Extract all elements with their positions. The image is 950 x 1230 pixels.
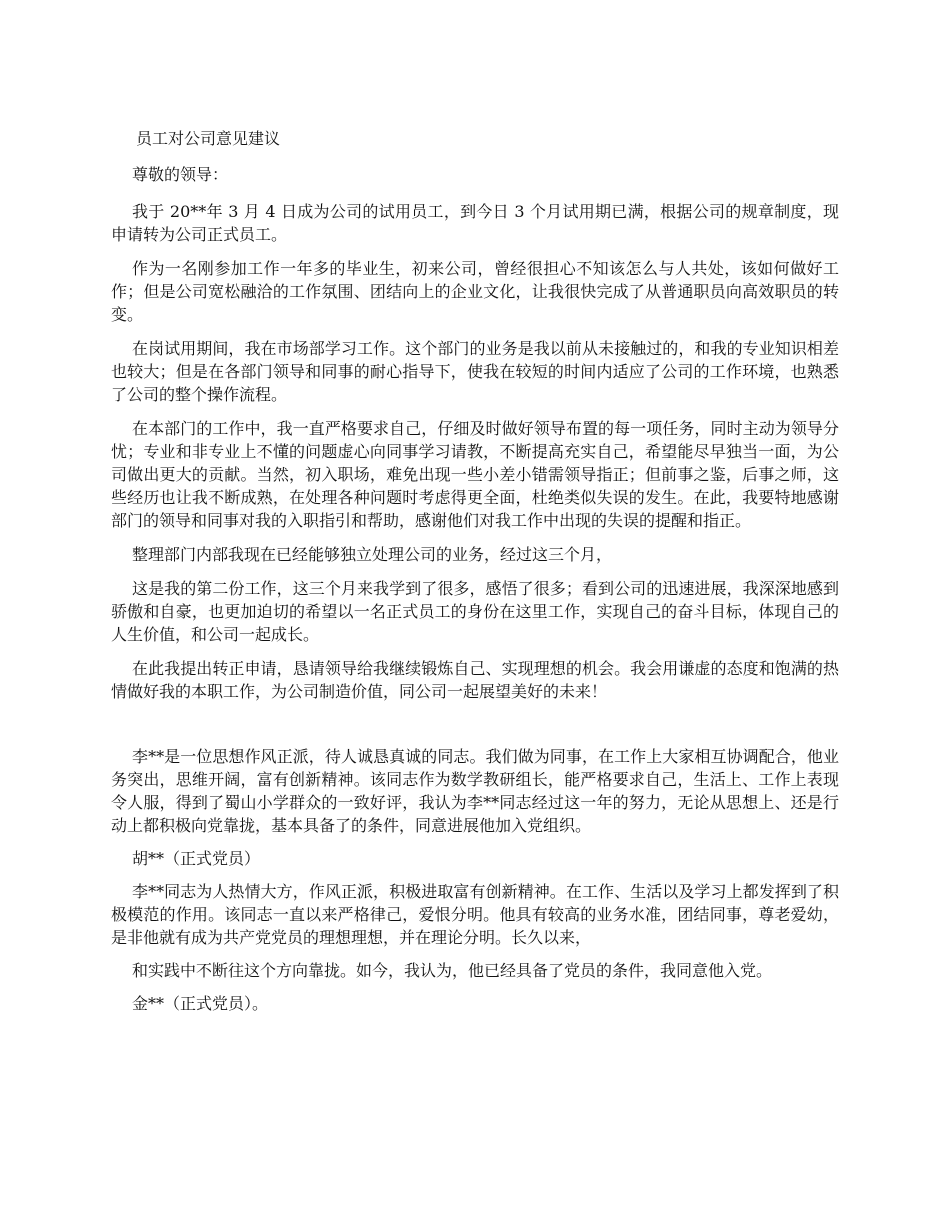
paragraph-7: 在此我提出转正申请，恳请领导给我继续锻炼自己、实现理想的机会。我会用谦虚的态度和饱满的热情做好我的本职工作，为公司制造价值，同公司一起展望美好的未来！ (111, 659, 839, 701)
evaluation-2-continued: 和实践中不断往这个方向靠拢。如今，我认为，他已经具备了党员的条件，我同意他入党。 (132, 961, 773, 980)
signature-2: 金**（正式党员）。 (132, 994, 269, 1013)
paragraph-6: 这是我的第二份工作，这三个月来我学到了很多，感悟了很多；看到公司的迅速进展，我深深地感到骄傲和自豪，也更加迫切的希望以一名正式员工的身份在这里工作，实现自己的奋斗目标，体现自己的人生价值，和公司一起成长。 (111, 579, 839, 644)
document-title: 员工对公司意见建议 (136, 129, 281, 148)
paragraph-4: 在本部门的工作中，我一直严格要求自己，仔细及时做好领导布置的每一项任务，同时主动为领导分忧；专业和非专业上不懂的问题虚心向同事学习请教，不断提高充实自己，希望能尽早独当一面，为公司做出更大的贡献。当然，初入职场，难免出现一些小差小错需领导指正；但前事之鉴，后事之师，这些经历也让我不断成熟，在处理各种问题时考虑得更全面，杜绝类似失误的发生。在此，我要特地感谢部门的领导和同事对我的入职指引和帮助，感谢他们对我工作中出现的失误的提醒和指正。 (111, 419, 839, 530)
evaluation-1: 李**是一位思想作风正派，待人诚恳真诚的同志。我们做为同事，在工作上大家相互协调配合，他业务突出，思维开阔，富有创新精神。该同志作为数学教研组长，能严格要求自己，生活上、工作上表现令人服，得到了蜀山小学群众的一致好评，我认为李**同志经过这一年的努力，无论从思想上、还是行动上都积极向党靠拢，基本具备了的条件，同意进展他加入党组织。 (111, 747, 839, 835)
salutation: 尊敬的领导： (132, 165, 229, 184)
signature-1: 胡**（正式党员） (132, 849, 261, 868)
evaluation-2: 李**同志为人热情大方，作风正派，积极进取富有创新精神。在工作、生活以及学习上都发挥到了积极模范的作用。该同志一直以来严格律己，爱恨分明。他具有较高的业务水准，团结同事，尊老爱幼，是非他就有成为共产党党员的理想理想，并在理论分明。长久以来， (111, 882, 839, 947)
document-body (111, 121, 839, 1025)
paragraph-2: 作为一名刚参加工作一年多的毕业生，初来公司，曾经很担心不知该怎么与人共处，该如何做好工作；但是公司宽松融洽的工作氛围、团结向上的企业文化，让我很快完成了从普通职员向高效职员的转变。 (111, 259, 839, 324)
paragraph-5: 整理部门内部我现在已经能够独立处理公司的业务，经过这三个月， (132, 545, 613, 564)
paragraph-1: 我于 20**年 3 月 4 日成为公司的试用员工，到今日 3 个月试用期已满，根据公司的规章制度，现申请转为公司正式员工。 (111, 202, 839, 244)
paragraph-3: 在岗试用期间，我在市场部学习工作。这个部门的业务是我以前从未接触过的，和我的专业知识相差也较大；但是在各部门领导和同事的耐心指导下，使我在较短的时间内适应了公司的工作环境，也熟悉了公司的整个操作流程。 (111, 339, 839, 404)
